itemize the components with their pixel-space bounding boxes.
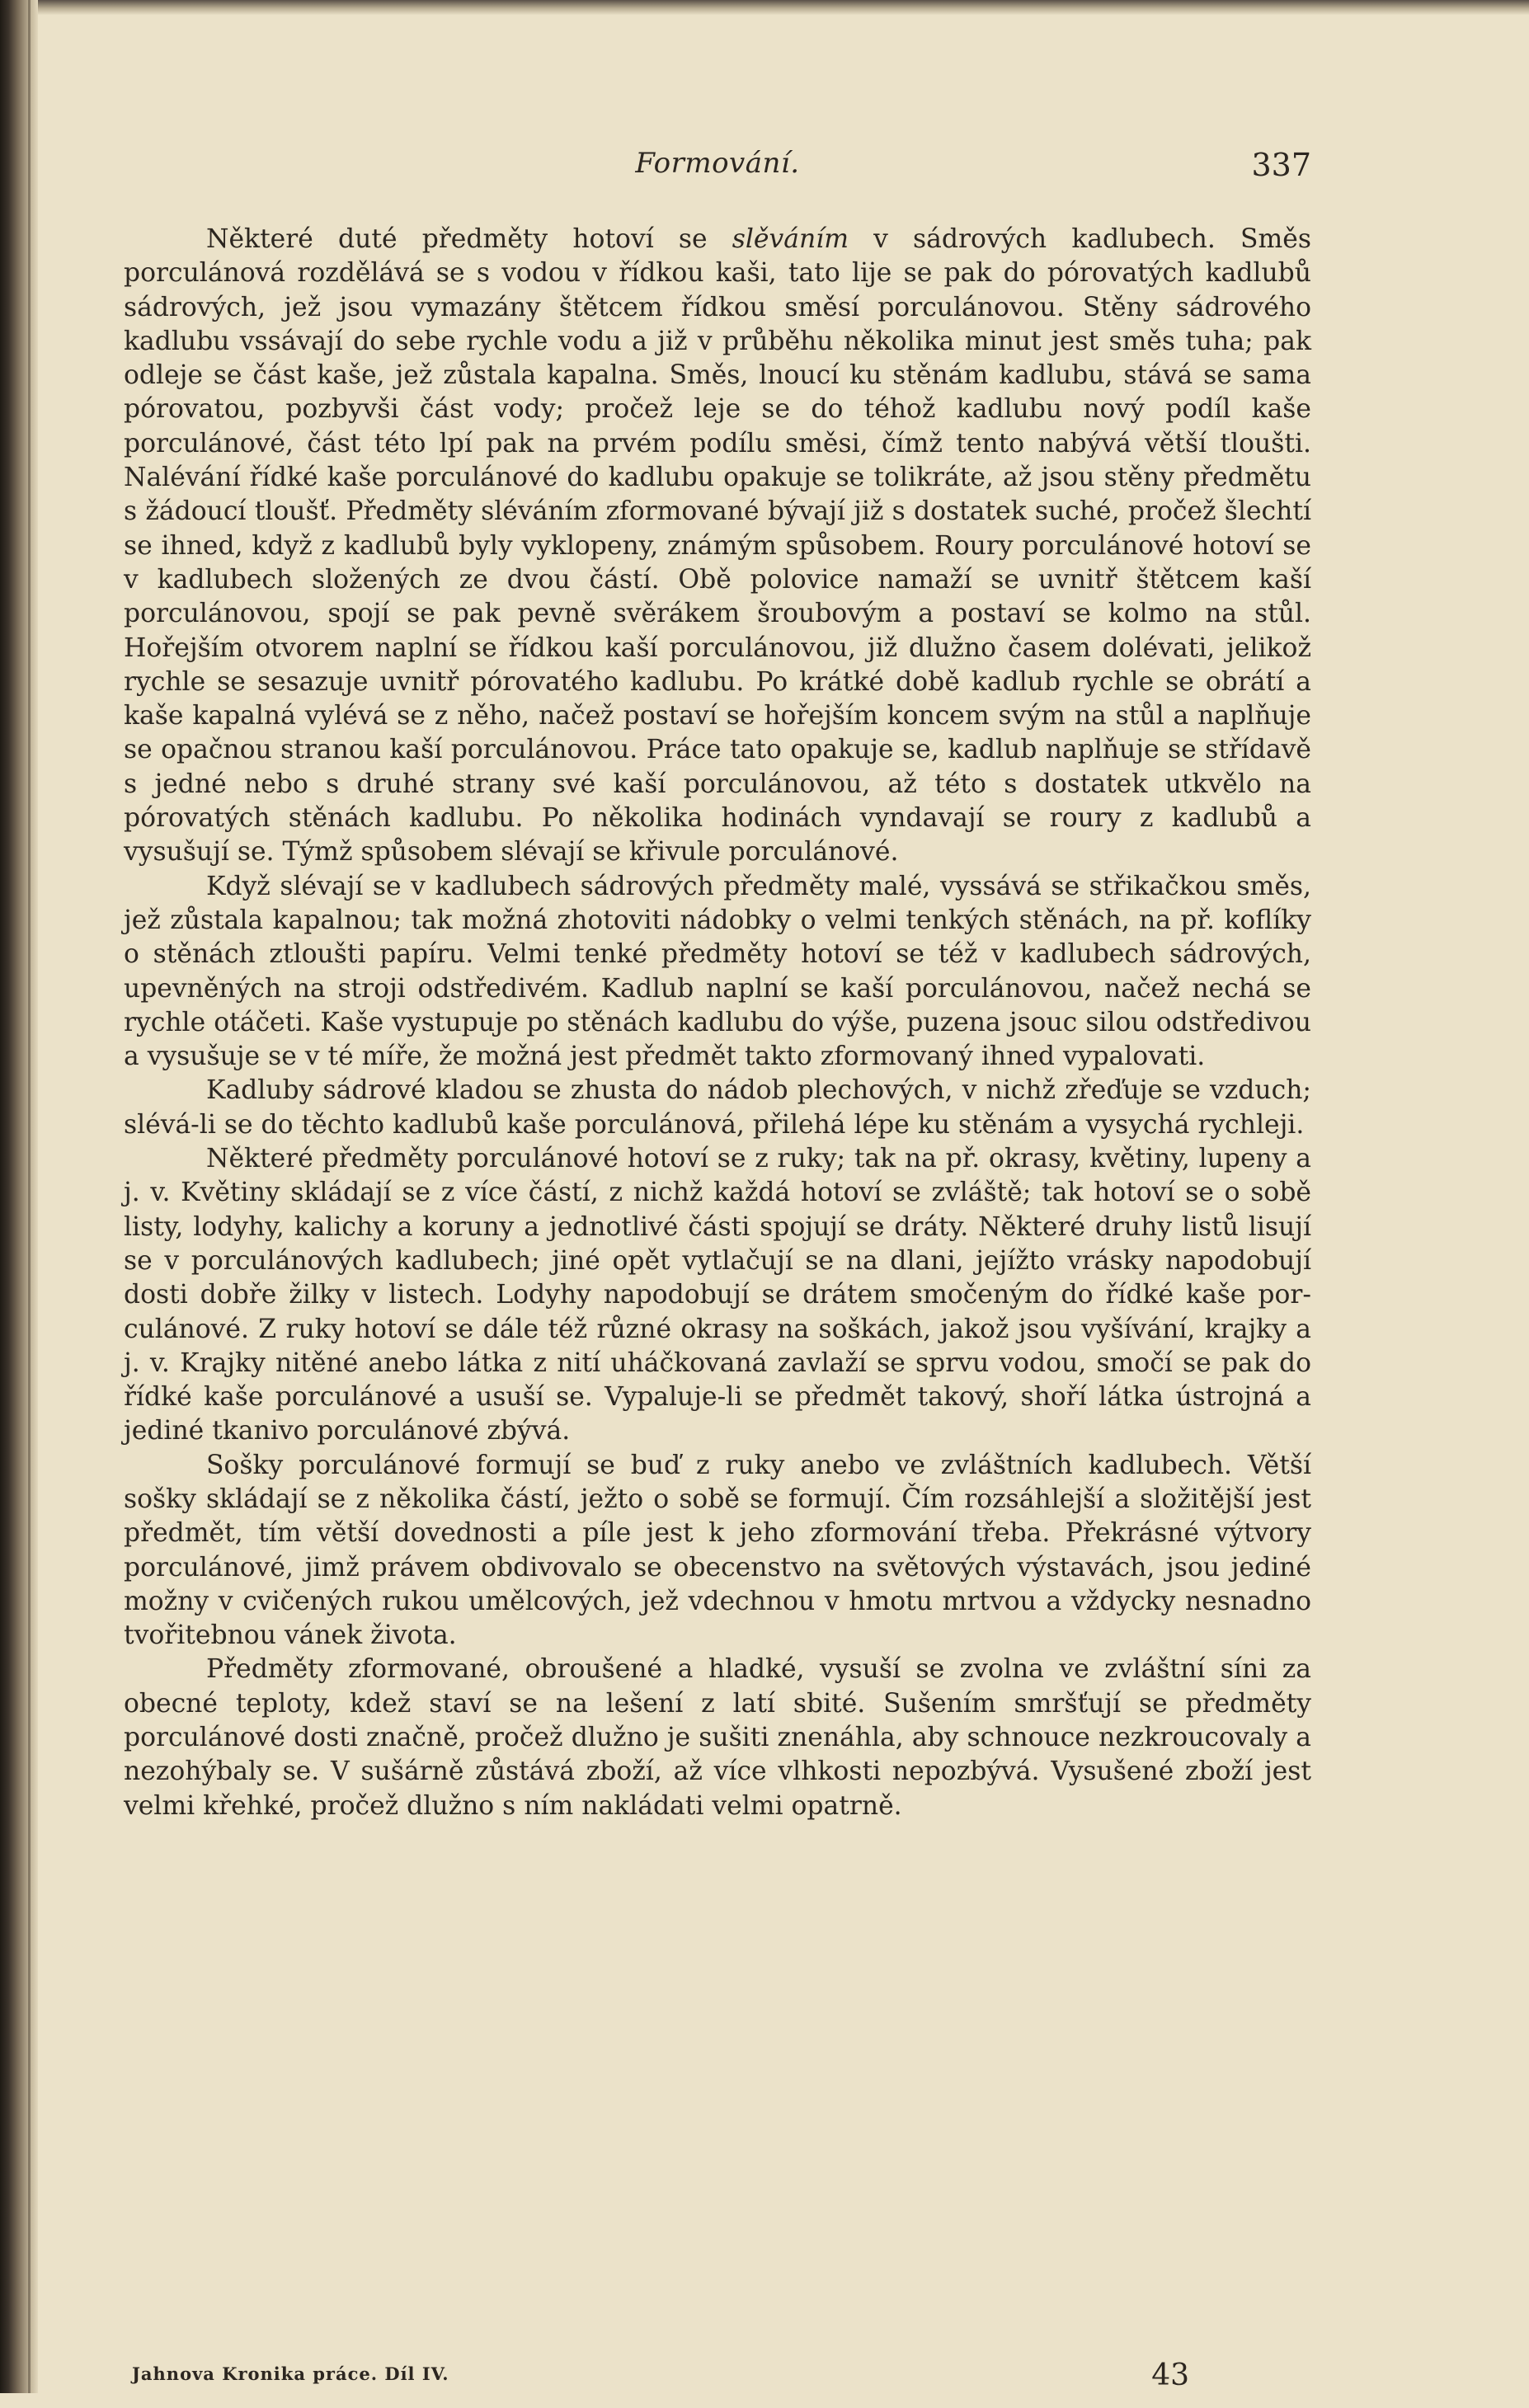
sheet-number: 43 <box>1151 2359 1189 2392</box>
paragraph-5: Sošky porculánové formují se buď z ruky anebo ve zvláštních kadlubech. Větší sošky skládají se z několika částí, ježto o sobě se formují. Čím rozsáhlejší a složitější jest předmět, tím větší dovednosti a píle jest k jeho zformování třeba. Překrásné výtvory porculánové, jimž právem obdivovalo se obecenstvo na světových výstavách, jsou jediné možny v cvičených rukou umělcových, jež vdechnou v hmotu mrtvou a vždycky nesnadno tvořitebnou vánek života. <box>124 1450 1311 1651</box>
paragraph-1-rest: v sádrových kadlubech. Směs porculánová rozdělává se s vodou v řídkou kaši, tato lije se pak do pórovatých kadlubů sádrových, jež jsou vymazány štětcem řídkou směsí porculánovou. Stěny sádrového kadlubu vssávají do sebe rychle vodu a již v průběhu několika minut jest směs tuha; pak odleje se část kaše, jež zůstala kapalna. Směs, lnoucí ku stěnám kadlubu, stává se sama pórovatou, pozbyvši část vody; pročež leje se do téhož kadlubu nový podíl kaše porculánové, část této lpí pak na prvém podílu směsi, čímž tento nabývá větší tloušti. Nalévání řídké kaše porculánové do kadlubu opakuje se tolikráte, až jsou stěny předmětu s žádoucí tloušť. Předměty sléváním zformované bývají již s dostatek suché, pročež šlechtí se ihned, když z kadlubů byly vyklopeny, známým spůsobem. Roury porculánové hotoví se v kadlubech složených ze dvou částí. Obě polovice namaží se uvnitř štětcem kaší porculánovou, spojí se pak pevně svěrákem šroubovým a postaví se kolmo na stůl. Hořejším otvorem naplní se řídkou kaší porculánovou, již dlužno časem dolévati, jelikož rychle se sesazuje uvnitř pórovatého kadlubu. Po krátké době kadlub rychle se obrátí a kaše kapalná vylévá se z něho, načež postaví se hořejším koncem svým na stůl a naplňuje se opačnou stranou kaší porculánovou. Práce tato opakuje se, kadlub naplňuje se střídavě s jedné nebo s druhé strany své kaší porculánovou, až této s dostatek utkvělo na pórovatých stěnách kadlubu. Po několika hodinách vyndavají se roury z kadlubů a vysušují se. Týmž spůsobem slévají se křivule porculánové. <box>124 224 1311 868</box>
body-text <box>124 223 1311 1823</box>
paragraph-6: Předměty zformované, obroušené a hladké, vysuší se zvolna ve zvláštní síni za obecné teploty, kdež staví se na lešení z latí sbité. Sušením smršťují se předměty porculánové dosti značně, pročež dlužno je sušiti znenáhla, aby schnouce nezkroucovaly a nezohýbaly se. V sušárně zůstává zboží, až více vlhkosti nepozbývá. Vysušené zboží jest velmi křehké, pročež dlužno s ním nakládati velmi opatrně. <box>124 1654 1311 1821</box>
paragraph-1-emphasis: slěváním <box>732 224 849 254</box>
signature-line: Jahnova Kronika práce. Díl IV. <box>132 2363 449 2384</box>
paragraph-2: Když slévají se v kadlubech sádrových předměty malé, vyssává se střikačkou směs, jež zůstala kapalnou; tak možná zhotoviti nádobky o velmi tenkých stěnách, na př. koflíky o stěnách ztloušti papíru. Velmi tenké předměty hotoví se též v kadlubech sádrových, upevněných na stroji odstředivém. Kadlub naplní se kaší porculánovou, načež nechá se rychle otáčeti. Kaše vystupuje po stěnách kadlubu do výše, puzena jsouc silou odstředivou a vysušuje se v té míře, že možná jest předmět takto zformovaný ihned vypalovati. <box>124 871 1311 1072</box>
binding-fold-line <box>28 0 31 2393</box>
book-binding-edge <box>0 0 38 2393</box>
running-head <box>124 132 1311 198</box>
paragraph-1-lead: Některé duté předměty hotoví se <box>206 224 732 254</box>
paragraph-3: Kadluby sádrové kladou se zhusta do nádob plechových, v nichž zřeďuje se vzduch; slévá-li se do těchto kadlubů kaše porculánová, přilehá lépe ku stěnám a vysychá rychleji. <box>124 1075 1311 1140</box>
page-top-edge <box>0 0 1529 15</box>
book-page <box>124 132 1311 2392</box>
page-number: 337 <box>1251 147 1311 183</box>
page-footer <box>124 2359 1311 2408</box>
paragraph-4: Některé předměty porculánové hotoví se z ruky; tak na př. okrasy, květiny, lupeny a j. v. Květiny skládají se z více částí, z nichž každá hotoví se zvláště; tak hotoví se o sobě listy, lodyhy, kalichy a koruny a jednotlivé části spojují se dráty. Některé druhy listů lisují se v porculánových kadlubech; jiné opět vytlačují se na dlani, jejížto vrásky napodobují dosti dobře žilky v listech. Lodyhy napodobují se drátem smočeným do řídké kaše porculánové. Z ruky hotoví se dále též různé okrasy na soškách, jakož jsou vyšívání, krajky a j. v. Krajky nitěné anebo látka z nití uháčkovaná zavlaží se sprvu vodou, smočí se pak do řídké kaše porculánové a usuší se. Vypaluje-li se předmět takový, shoří látka ústrojná a jediné tkanivo porculánové zbývá. <box>124 1144 1311 1446</box>
paragraph-1 <box>124 223 1311 870</box>
running-head-title: Formování. <box>635 147 800 180</box>
